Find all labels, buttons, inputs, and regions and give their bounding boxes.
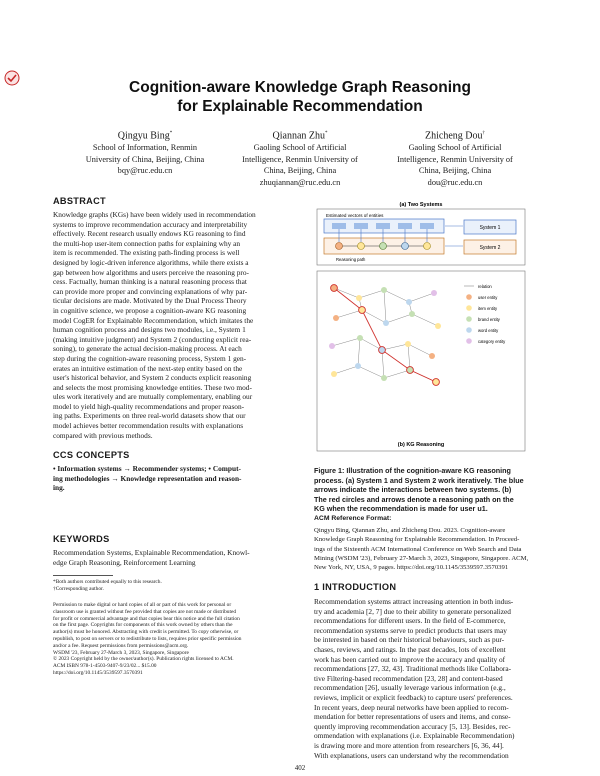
abstract-line: (making intuitive judgment) and System 2 (conducting explicit rea- — [53, 334, 252, 344]
keywords-heading: KEYWORDS — [53, 534, 110, 544]
abstract-line: cess. Factually, human thinking is a natural reasoning process that — [53, 277, 247, 287]
figure-caption — [314, 466, 550, 514]
permission-line: classroom use is granted without fee provided that copies are not made or distributed — [53, 608, 237, 615]
abstract-line: ticular decisions are made. Motivated by the Dual Process Theory — [53, 296, 247, 306]
reasoning-path-label: Reasoning path — [336, 257, 366, 262]
ccs-heading: CCS CONCEPTS — [53, 450, 130, 460]
abstract-line: Knowledge graphs (KGs) have been widely used in recommendation — [53, 210, 256, 219]
intro-line: With explanations, users can understand why the recommendation — [314, 750, 509, 760]
author-mark: * — [325, 131, 328, 136]
author-affiliation: Gaoling School of Artificial — [408, 143, 502, 153]
abstract-line: ing paths. Experiments on three real-world datasets show that our — [53, 411, 246, 421]
caption-line: arrows indicate the interactions between two systems. (b) — [314, 485, 512, 495]
abstract-line: systems to improve recommendation accuracy and interpretability — [53, 219, 248, 229]
reference-line: ings of the Sixteenth ACM International Conference on Web Search and Data — [314, 545, 522, 553]
caption-line: The red circles and arrows denote a reasoning path on the — [314, 494, 514, 504]
author-mark: * — [169, 131, 173, 136]
permission-line: for profit or commercial advantage and that copies bear this notice and the full citation — [53, 615, 240, 622]
abstract-line: soning), to generate the actual decision-making process. At each — [53, 344, 242, 354]
abstract-line: effectively. Recent research usually endows KG reasoning to find — [53, 229, 246, 239]
intro-line: recommendation [26], usually leverage various information (e.g., — [314, 683, 506, 693]
abstract-line: can provide more proper and convincing explanations of why par- — [53, 286, 248, 296]
abstract-line: step during the cognition-aware reasoning process, System 1 gen- — [53, 353, 247, 363]
intro-line: be interested in based on their historical behaviours, such as pur- — [314, 635, 505, 645]
author-email[interactable]: zhuqiannan@ruc.edu.cn — [259, 177, 341, 187]
abstract-line: gap between how algorithms and users perceive the reasoning pro- — [53, 267, 249, 277]
panel-b-title: (b) KG Reasoning — [397, 442, 445, 448]
abstract-line: designed by logic-driven inference algorithms, while there exists a — [53, 257, 249, 267]
abstract-line: compared with previous methods. — [53, 430, 153, 440]
acm-reference-heading: ACM Reference Format: — [314, 515, 392, 522]
abstract-line: user's historical behavior, and System 2 conducts explicit reasoning — [53, 373, 252, 383]
intro-line: tive Filtering-based recommendation [23, 28] and content-based — [314, 673, 503, 683]
author-email[interactable]: dou@ruc.edu.cn — [427, 177, 483, 187]
abstract-line: erates an intuitive estimation of the next-step entity based on the — [53, 363, 243, 373]
permission-line: https://doi.org/10.1145/3539597.3570391 — [53, 669, 143, 676]
abstract-line: and selects the most promising knowledge entities. These two mod- — [53, 382, 252, 392]
panel-a-title: (a) Two Systems — [399, 202, 443, 208]
author-block-1 — [60, 127, 230, 177]
estimated-vectors-label: Estimated vectors of entities — [326, 213, 384, 218]
abstract-line: human cognition process and designs two modules, i.e., System 1 — [53, 325, 246, 335]
legend-entry: relation — [478, 284, 492, 289]
permission-line: republish, to post on servers or to redistribute to lists, requires prior specific permission — [53, 635, 242, 642]
intro-line: mendation for better representations of users and items, and conse- — [314, 712, 511, 722]
intro-line: Recommendation systems attract increasing attention in both indus- — [314, 597, 514, 606]
permission-line: WSDM '23, February 27-March 3, 2023, Singapore, Singapore — [53, 649, 189, 656]
caption-line: process. (a) System 1 and System 2 work iteratively. The blue — [314, 475, 524, 485]
ccs-text — [53, 464, 289, 493]
abstract-heading: ABSTRACT — [53, 196, 106, 206]
author-affiliation: University of China, Beijing, China — [85, 154, 205, 164]
legend-entry: word entity — [478, 328, 499, 333]
reference-line: Knowledge Graph Reasoning for Explainable Recommendation. In Proceed- — [314, 536, 520, 544]
ccs-line: ing methodologies → Knowledge representation and reason- — [53, 473, 242, 483]
acm-reference-text — [314, 526, 550, 572]
footnote-rule — [53, 575, 113, 576]
intro-line: chases, reviews, and ratings. In the past decades, lots of excellent — [314, 644, 506, 654]
abstract-line: ules work iteratively and are mutually complementary, enabling our — [53, 392, 253, 402]
paper-title — [0, 78, 600, 116]
author-email[interactable]: bqy@ruc.edu.cn — [117, 166, 173, 176]
abstract-text — [53, 210, 289, 440]
author-affiliation: China, Beijing, China — [418, 166, 492, 176]
author-affiliation: School of Information, Renmin — [92, 143, 198, 153]
author-block-3 — [370, 127, 540, 188]
permission-line: © 2023 Copyright held by the owner/author(s). Publication rights licensed to ACM. — [53, 656, 234, 663]
system2-label: System 2 — [479, 245, 501, 251]
abstract-line: model CogER for Explainable Recommendation, which imitates the — [53, 315, 254, 325]
intro-line: is drawing more and more attention from researchers [6, 36, 44]. — [314, 740, 504, 750]
permission-line: ACM ISBN 978-1-4503-9407-9/23/02... $15.00 — [53, 663, 157, 670]
introduction-text — [314, 597, 550, 760]
author-affiliation: China, Beijing, China — [263, 166, 337, 176]
abstract-line: the multi-hop user-item connection paths for explaining why an — [53, 238, 241, 248]
caption-line: KG when the recommendation is made for user u1. — [314, 504, 488, 514]
permission-notice — [53, 602, 289, 677]
keywords-line: edge Graph Reasoning, Reinforcement Learning — [53, 557, 196, 567]
caption-line: Figure 1: Illustration of the cognition-aware KG reasoning — [314, 466, 511, 475]
intro-line: In recent years, deep neural networks have been applied to recom- — [314, 702, 509, 712]
system1-label: System 1 — [479, 225, 501, 231]
intro-line: recommendations [27, 32, 43]. Traditional methods like Collabora- — [314, 664, 512, 674]
footnote-line: *Both authors contributed equally to this research. — [53, 579, 162, 585]
intro-line: try and academia [2, 7] due to their ability to generate personalized — [314, 606, 511, 616]
page-number: 402 — [294, 764, 306, 772]
introduction-heading: 1 INTRODUCTION — [314, 582, 397, 592]
author-block-2 — [215, 127, 385, 188]
abstract-line: item is recommended. The existing path-finding process is well — [53, 248, 240, 258]
author-affiliation: Gaoling School of Artificial — [253, 143, 347, 153]
intro-line: recommendations for different users. In the field of E-commerce, — [314, 616, 506, 626]
footnote-line: †Corresponding author. — [53, 585, 104, 592]
title-line-2: for Explainable Recommendation — [177, 98, 423, 115]
keywords-text — [53, 548, 289, 567]
permission-line: on the first page. Copyrights for components of this work owned by others than the — [53, 622, 233, 629]
intro-line: quently improving recommendation accuracy [5, 13]. Besides, rec- — [314, 721, 511, 731]
abstract-line: model to yield high-quality recommendations and proper reason- — [53, 401, 245, 411]
ccs-line: ing. — [53, 483, 65, 493]
intro-line: work has been carried out to improve the accuracy and quality of — [314, 654, 506, 664]
author-name: Qingyu Bing — [117, 130, 170, 142]
permission-line: Permission to make digital or hard copies of all or part of this work for personal or — [53, 602, 232, 608]
permission-line: and/or a fee. Request permissions from permissions@acm.org. — [53, 642, 189, 649]
legend-entry: item entity — [478, 306, 498, 311]
author-name: Zhicheng Dou — [425, 130, 483, 142]
intro-line: reviews, implicit or explicit feedback) to capture users' preferences. — [314, 692, 513, 702]
abstract-line: model achieves better recommendation results with explanations — [53, 421, 244, 431]
legend-entry: user entity — [478, 295, 498, 300]
reference-line: New York, NY, USA, 9 pages. https://doi.org/10.1145/3539597.3570391 — [314, 564, 509, 572]
ccs-line: • Information systems → Recommender systems; • Comput- — [53, 464, 241, 473]
keywords-line: Recommendation Systems, Explainable Recommendation, Knowl- — [53, 548, 250, 557]
intro-line: recommendation systems serve to predict products that users may — [314, 625, 507, 635]
author-affiliation: Intelligence, Renmin University of — [397, 154, 513, 164]
intro-line: ommendation with explanations (i.e. Explainable Recommendation) — [314, 731, 515, 741]
author-affiliation: Intelligence, Renmin University of — [242, 154, 358, 164]
title-line-1: Cognition-aware Knowledge Graph Reasoning — [129, 79, 471, 96]
footnotes — [53, 579, 289, 593]
legend-entry: category entity — [478, 339, 506, 344]
reference-line: Mining (WSDM '23), February 27-March 3, 2023, Singapore, Singapore. ACM, — [314, 554, 529, 562]
author-name: Qiannan Zhu — [272, 130, 325, 142]
abstract-line: in cognitive science, we propose a cognition-aware KG reasoning — [53, 305, 247, 315]
permission-line: author(s) must be honored. Abstracting with credit is permitted. To copy otherwise, or — [53, 629, 239, 636]
legend-entry: brand entity — [478, 317, 500, 322]
author-mark: † — [482, 131, 485, 136]
reference-line: Qingyu Bing, Qiannan Zhu, and Zhicheng Dou. 2023. Cognition-aware — [314, 527, 506, 534]
figure-1 — [314, 198, 528, 454]
